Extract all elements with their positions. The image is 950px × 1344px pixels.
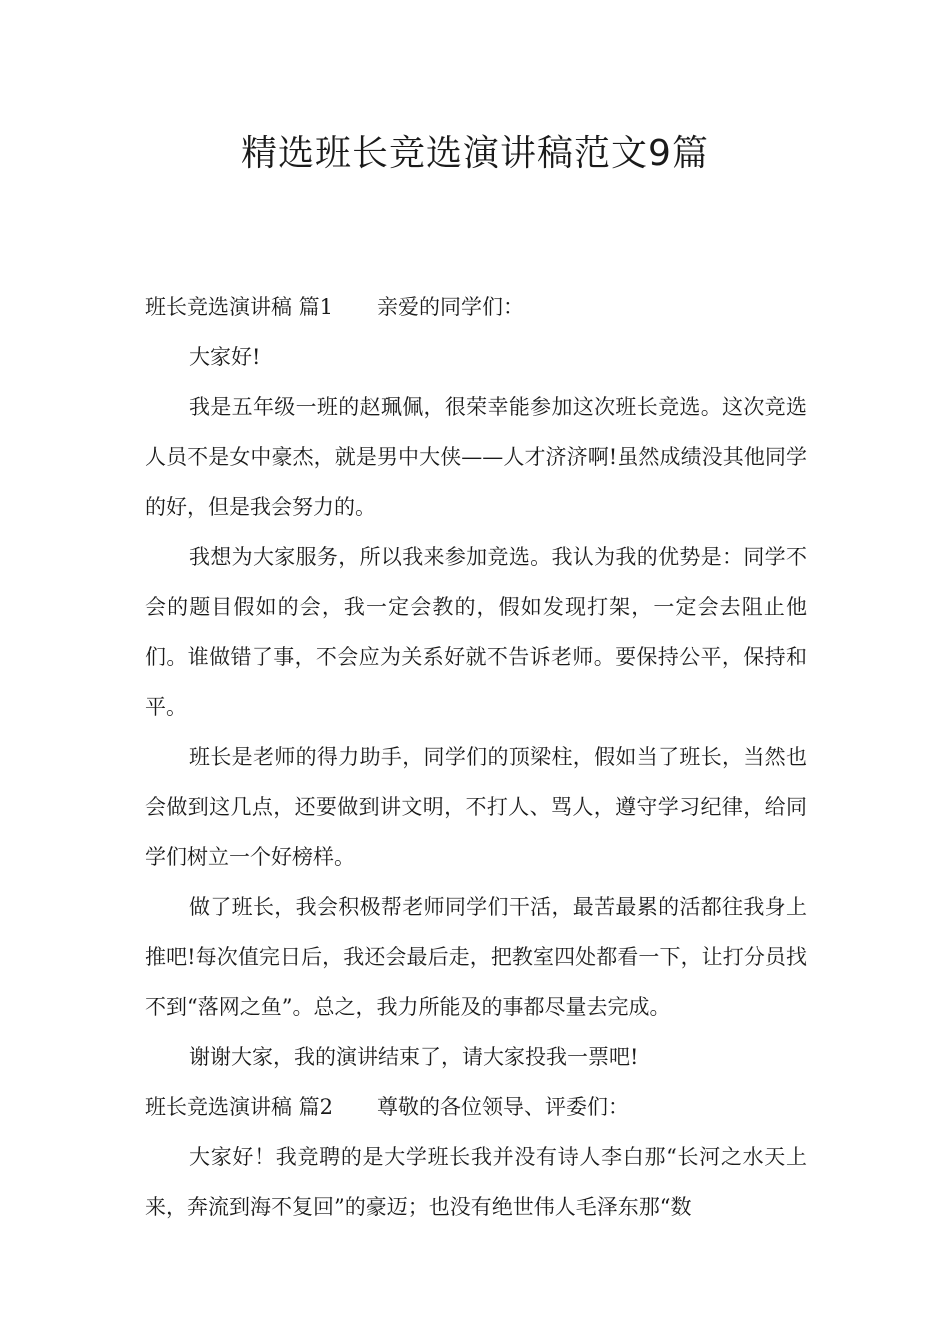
- paragraph: 谢谢大家，我的演讲结束了，请大家投我一票吧!: [189, 1045, 639, 1069]
- section-heading: 班长竞选演讲稿 篇1: [145, 295, 334, 319]
- section-salutation: 亲爱的同学们：: [377, 295, 525, 319]
- document-body: [145, 282, 807, 1232]
- paragraph: 我是五年级一班的赵珮佩，很荣幸能参加这次班长竞选。这次竞选人员不是女中豪杰，就是男中大侠——人才济济啊!虽然成绩没其他同学的好，但是我会努力的。: [145, 395, 807, 519]
- document-title: 精选班长竞选演讲稿范文9篇: [241, 133, 709, 174]
- section-salutation: 尊敬的各位领导、评委们：: [377, 1095, 630, 1119]
- section-heading: 班长竞选演讲稿 篇2: [145, 1095, 334, 1119]
- paragraph: 大家好!: [189, 345, 261, 369]
- paragraph: 做了班长，我会积极帮老师同学们干活，最苦最累的活都往我身上推吧!每次值完日后，我还会最后走，把教室四处都看一下，让打分员找不到“落网之鱼”。总之，我力所能及的事都尽量去完成。: [145, 895, 807, 1019]
- section-heading-line: [145, 282, 807, 332]
- paragraph: 我想为大家服务，所以我来参加竞选。我认为我的优势是：同学不会的题目假如的会，我一定会教的，假如发现打架，一定会去阻止他们。谁做错了事，不会应为关系好就不告诉老师。要保持公平，保持和平。: [145, 545, 807, 719]
- section-heading-line: [145, 1082, 807, 1132]
- paragraph: 大家好！我竞聘的是大学班长我并没有诗人李白那“长河之水天上来，奔流到海不复回”的豪迈；也没有绝世伟人毛泽东那“数: [145, 1145, 807, 1219]
- paragraph: 班长是老师的得力助手，同学们的顶梁柱，假如当了班长，当然也会做到这几点，还要做到讲文明，不打人、骂人，遵守学习纪律，给同学们树立一个好榜样。: [145, 745, 807, 869]
